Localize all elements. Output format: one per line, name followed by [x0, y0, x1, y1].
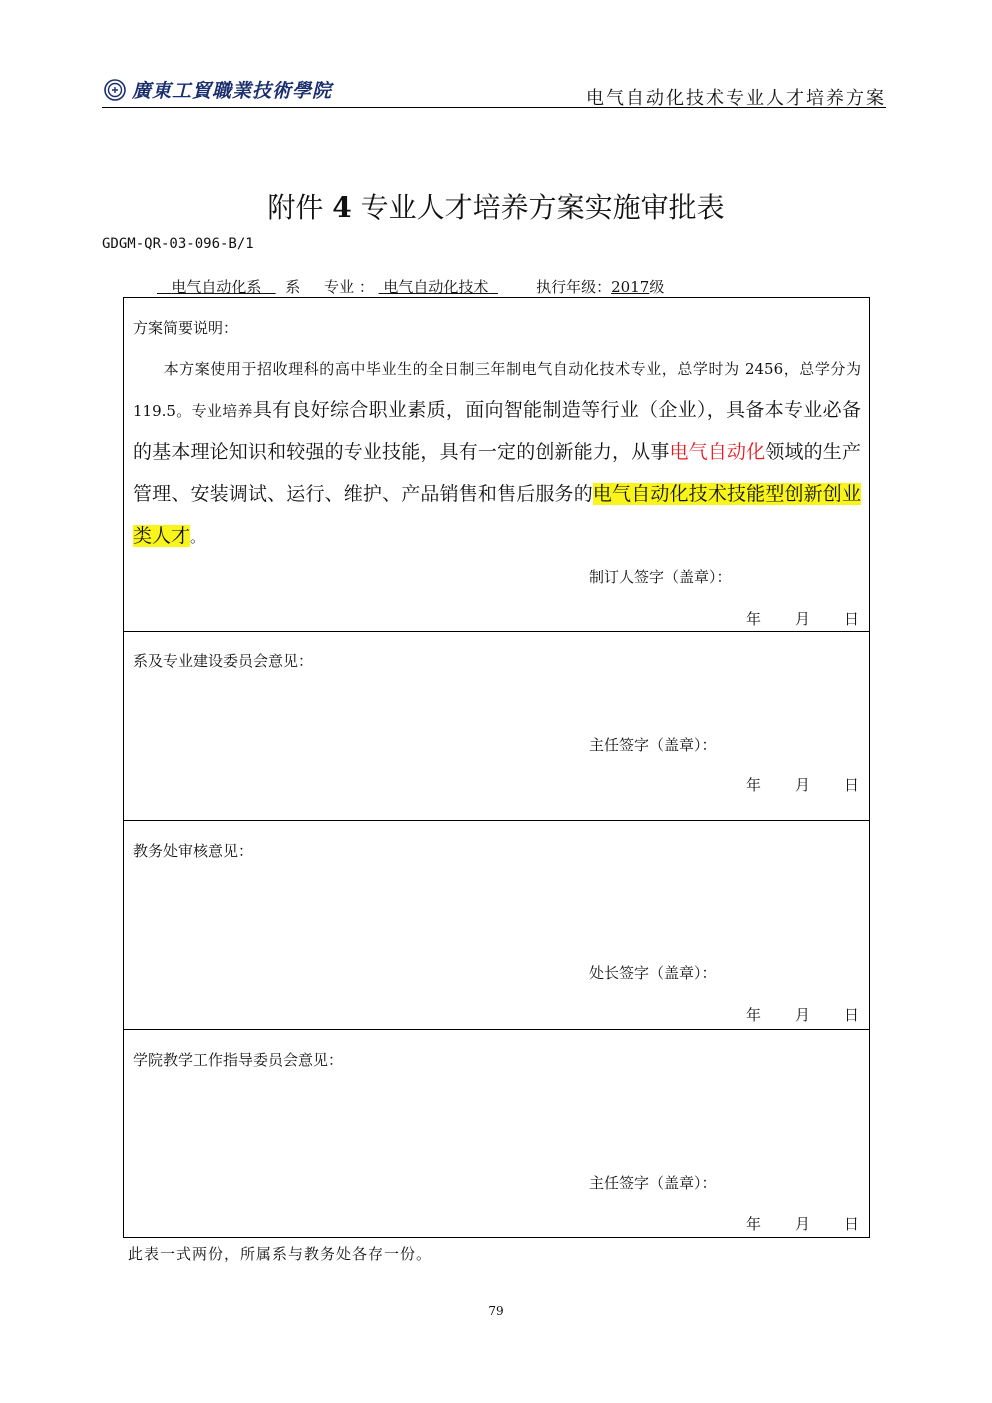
- committee-label: 系及专业建设委员会意见：: [133, 652, 314, 670]
- date-line: 年 月 日: [745, 1215, 859, 1233]
- approval-form-table: [123, 297, 870, 1238]
- highlighted-text: 电气自动化技术技能型创新创业类人才: [133, 483, 861, 547]
- college-committee-section: [124, 1030, 870, 1238]
- drafter-signature-label: 制订人签字（盖章）：: [589, 568, 732, 586]
- grade-value: 2017: [611, 278, 650, 296]
- school-emblem-icon: [104, 79, 126, 101]
- title-number: 4: [332, 191, 352, 224]
- school-name: 廣東工貿職業技術學院: [132, 80, 333, 102]
- department-value: 电气自动化系: [171, 278, 262, 296]
- date-line: 年 月 日: [745, 1006, 859, 1024]
- date-line: 年 月 日: [745, 610, 859, 628]
- major-value: 电气自动化技术: [383, 278, 489, 296]
- form-code: GDGM-QR-03-096-B/1: [102, 236, 254, 252]
- form-meta-line: [157, 276, 664, 297]
- committee-section: [124, 632, 870, 821]
- summary-paragraph: 本方案使用于招收理科的高中毕业生的全日制三年制电气自动化技术专业，总学时为 2456，总学分为 119.5。专业培养具有良好综合职业素质，面向智能制造等行业（企业），具备本专业必备的基本理论知识和较强的专业技能，具有一定的创新能力，从事电气自动化领域的生产管理、安装调试、运行、维护、产品销售和售后服务的电气自动化技术技能型创新创业类人才。: [133, 360, 861, 547]
- college-committee-label: 学院教学工作指导委员会意见：: [133, 1051, 344, 1069]
- academic-affairs-label: 教务处审核意见：: [133, 842, 254, 860]
- highlight-red-text: 电气自动化: [669, 441, 766, 463]
- document-header-title: 电气自动化技术专业人才培养方案: [586, 88, 886, 109]
- grade-suffix: 级: [649, 278, 665, 296]
- director-signature-label: 主任签字（盖章）：: [589, 1174, 717, 1192]
- title-prefix: 附件: [267, 191, 324, 224]
- director-signature-label: 主任签字（盖章）：: [589, 736, 717, 754]
- school-logo: [104, 76, 332, 103]
- summary-section: [124, 298, 870, 632]
- date-line: 年 月 日: [745, 776, 859, 794]
- grade-label: 执行年级：: [536, 278, 612, 296]
- header-divider: [102, 107, 886, 108]
- department-label: 系: [285, 278, 301, 296]
- academic-affairs-section: [124, 821, 870, 1030]
- page-title: [0, 186, 992, 226]
- footnote: 此表一式两份，所属系与教务处各存一份。: [128, 1245, 433, 1263]
- head-signature-label: 处长签字（盖章）：: [589, 964, 717, 982]
- summary-label: 方案简要说明：: [133, 319, 239, 337]
- page-number: 79: [488, 1304, 504, 1318]
- major-label: 专业 ：: [324, 278, 374, 296]
- title-text: 专业人才培养方案实施审批表: [360, 191, 725, 224]
